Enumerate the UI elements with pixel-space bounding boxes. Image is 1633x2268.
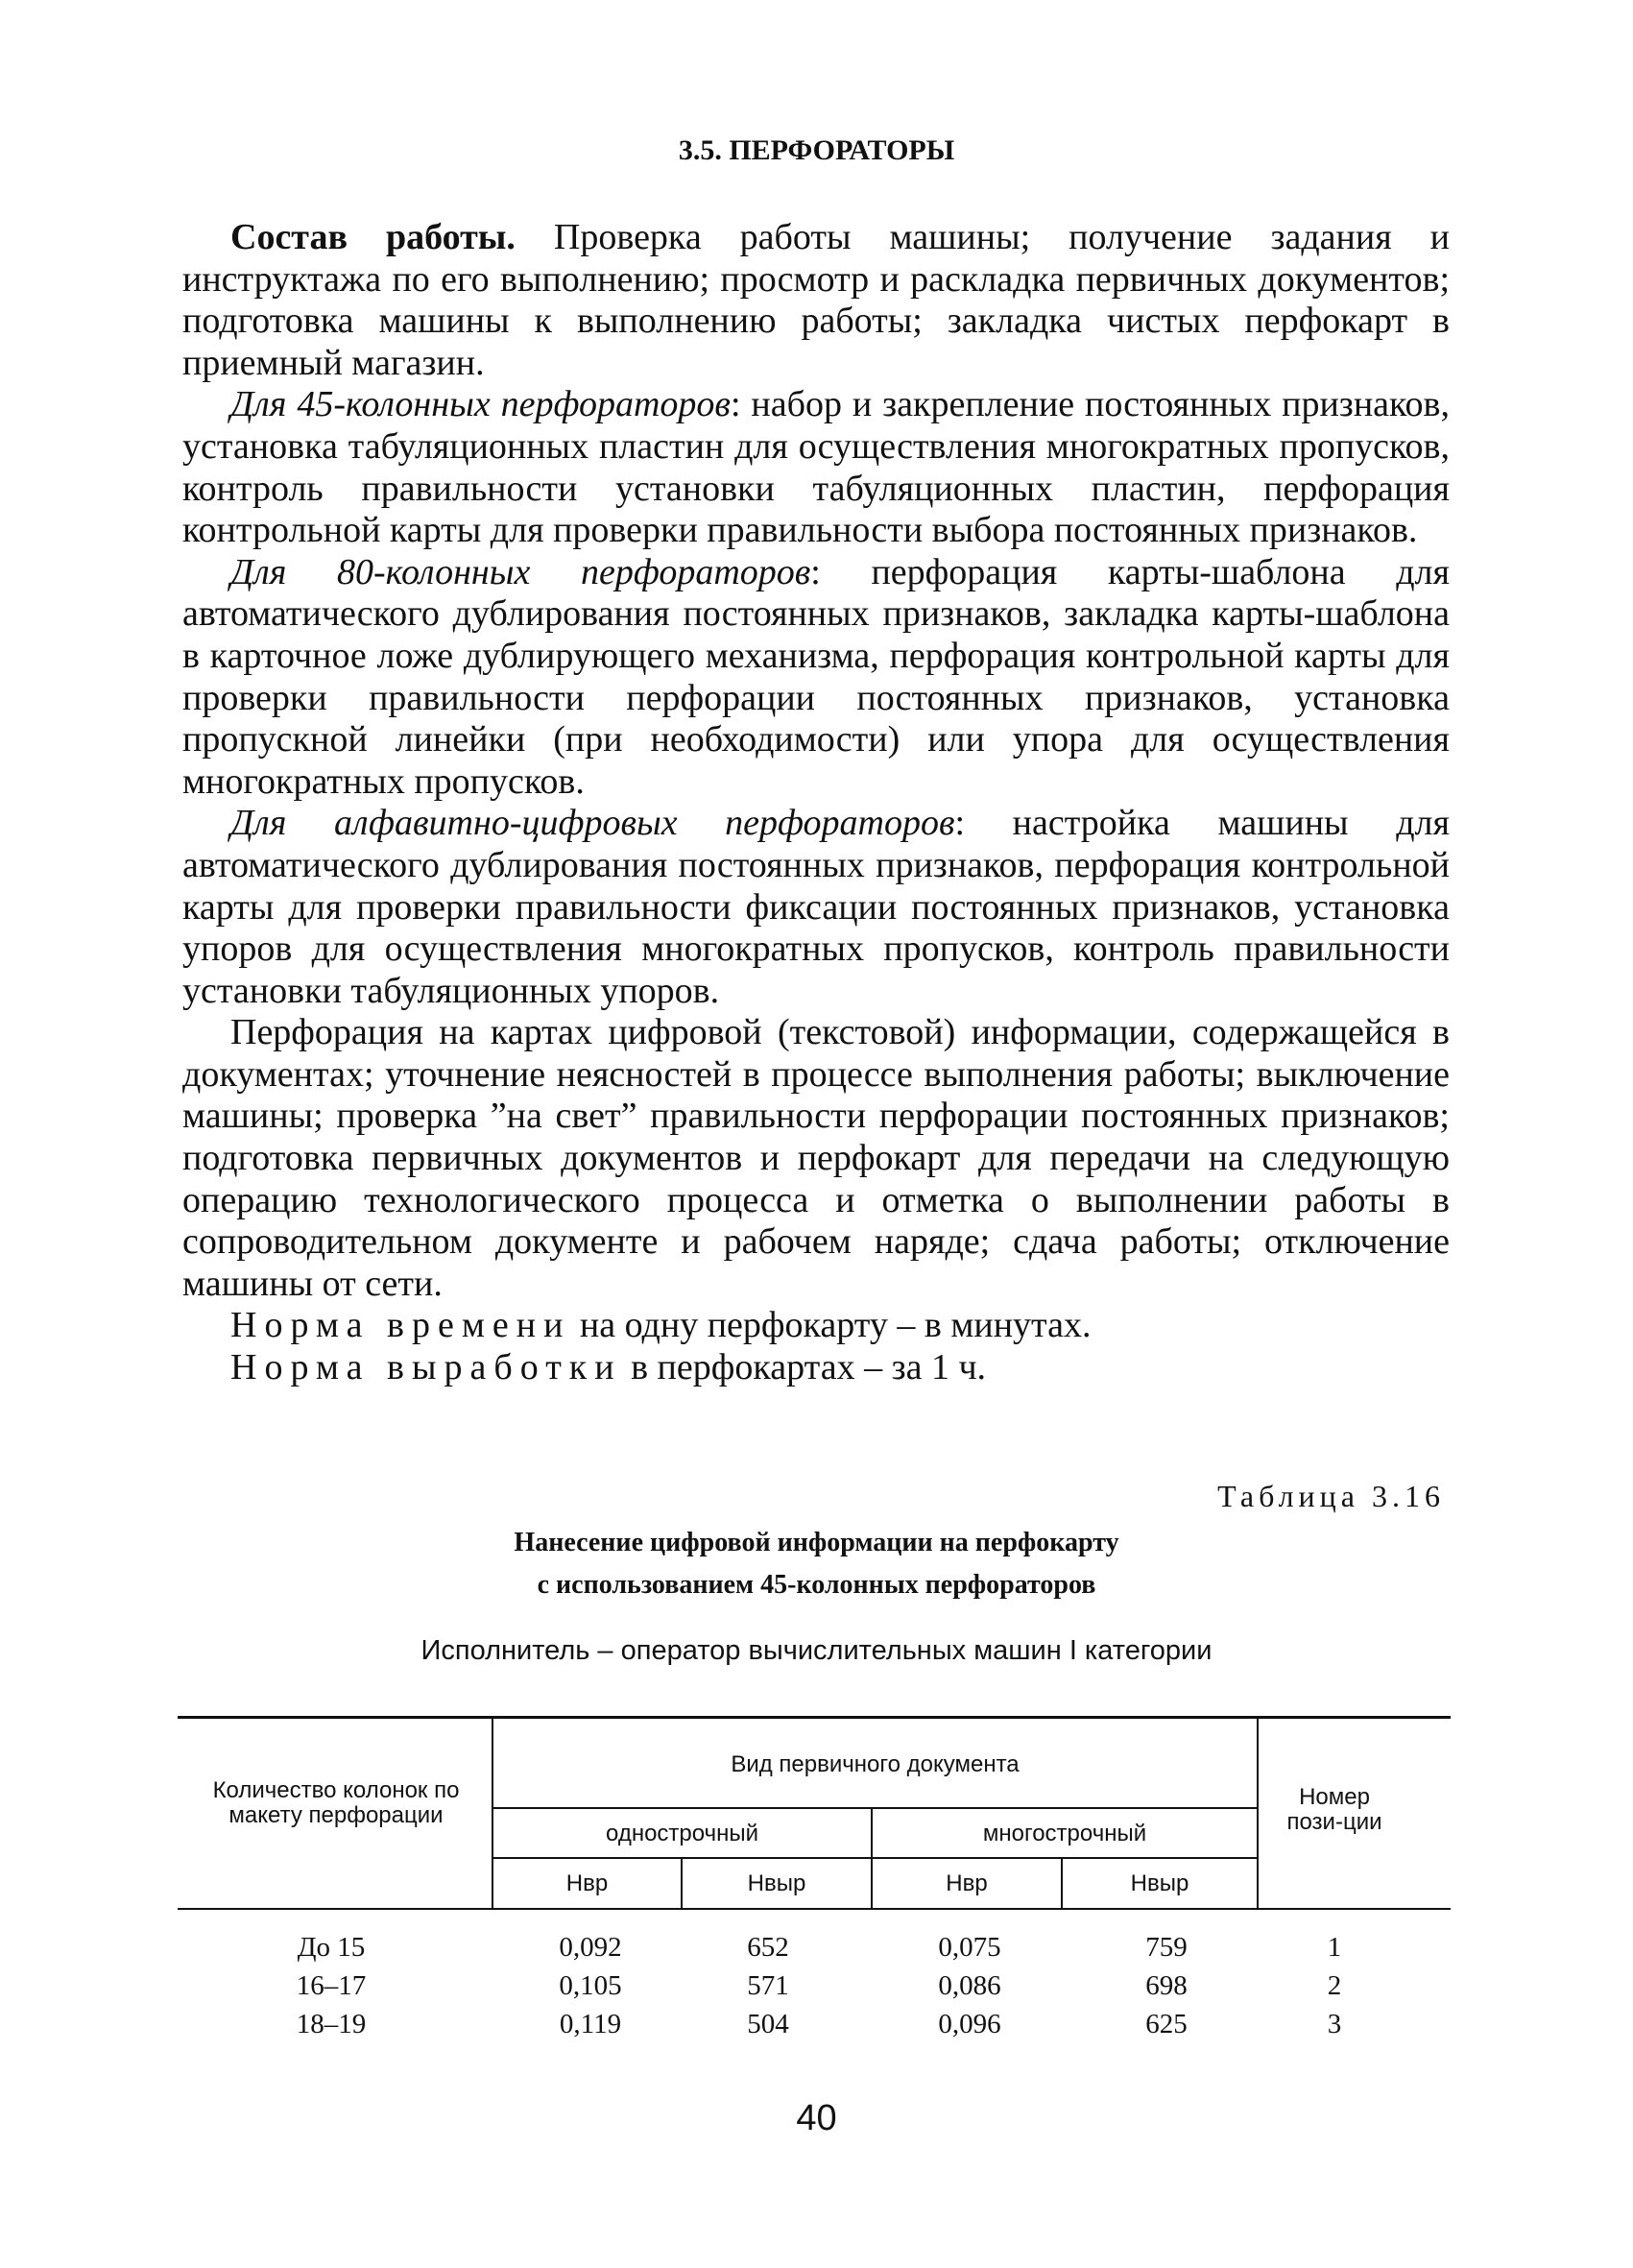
page-number: 40	[796, 2098, 837, 2138]
table-title	[0, 1522, 1633, 1606]
executor-line: Исполнитель – оператор вычислительных машин I категории	[420, 1635, 1213, 1666]
cell-multi-vyr: 698	[1145, 1970, 1188, 2001]
header-multi-line: многострочный	[982, 1821, 1147, 1846]
paragraph-text: : набор и закрепление постоянных признаков, установка табуляционных пластин для осуществления многократных пропусков, контроль правильности установки табуляционных пластин, перфорация контрольной карты для проверки правильности выбора постоянных признаков.	[182, 384, 1450, 551]
norm-time-line	[182, 1305, 1450, 1347]
cell-position: 1	[1327, 1932, 1342, 1963]
cell-columns: 16–17	[296, 1970, 367, 2001]
paragraph-perforation	[182, 1012, 1450, 1305]
cell-multi-vyr: 759	[1145, 1932, 1188, 1963]
paragraph-80-column	[182, 552, 1450, 804]
table-hline	[492, 1857, 1257, 1859]
cell-single-vyr: 504	[747, 2009, 789, 2039]
section-title: 3.5. ПЕРФОРАТОРЫ	[678, 134, 955, 166]
cell-position: 2	[1327, 1970, 1342, 2001]
cell-multi-vyr: 625	[1145, 2009, 1188, 2039]
header-columns-label: Количество колонок по макету перфорации	[212, 1777, 460, 1828]
header-position: Номер пози-ции	[1286, 1784, 1382, 1835]
paragraph-lead: Для 80-колонных перфораторов	[230, 551, 811, 592]
paragraph-text: Перфорация на картах цифровой (текстовой) информации, содержащейся в документах; уточнение неясностей в процессе выполнения работы; выключение машины; проверка ”на свет” правильности перфорации постоянных признаков; подготовка первичных документов и перфокарт для передачи на следующую операцию технологического процесса и отметка о выполнении работы в сопроводительном документе и рабочем наряде; сдача работы; отключение машины от сети.	[182, 1012, 1450, 1304]
paragraph-alphanumeric	[182, 803, 1450, 1012]
header-h-vr: Нвр	[946, 1870, 988, 1896]
norm-output-line	[182, 1347, 1450, 1389]
table-top-rule	[178, 1716, 1451, 1719]
cell-single-vyr: 652	[747, 1932, 789, 1963]
header-h-vr: Нвр	[565, 1870, 609, 1896]
header-h-vyr: Нвыр	[1130, 1870, 1189, 1896]
cell-single-vr: 0,119	[559, 2009, 622, 2039]
table-header-bottom-rule	[178, 1908, 1451, 1910]
cell-position: 3	[1327, 2009, 1342, 2039]
paragraph-text: Проверка работы машины; получение задания и инструктажа по его выполнению; просмотр и раскладка первичных документов; подготовка машины к выполнению работы; закладка чистых перфокарт в приемный магазин.	[182, 217, 1450, 383]
paragraph-lead: Для алфавитно-цифровых перфораторов	[230, 803, 955, 844]
norm-time-text: на одну перфокарту – в минутах.	[570, 1305, 1092, 1346]
paragraph-lead: Состав работы.	[230, 217, 516, 257]
cell-multi-vr: 0,096	[938, 2009, 1001, 2039]
paragraph-45-column	[182, 384, 1450, 551]
paragraph-text: : настройка машины для автоматического дублирования постоянных признаков, перфорация контрольной карты для проверки правильности фиксации постоянных признаков, установка упоров для осуществления многократных пропусков, контроль правильности установки табуляционных упоров.	[182, 803, 1450, 1011]
cell-multi-vr: 0,075	[938, 1932, 1001, 1963]
paragraph-work-composition	[182, 217, 1450, 384]
table-title-line: с использованием 45-колонных перфораторов	[537, 1570, 1096, 1600]
table-title-line: Нанесение цифровой информации на перфокарту	[514, 1528, 1119, 1557]
table-vline	[1257, 1716, 1259, 1909]
cell-columns: 18–19	[296, 2009, 367, 2039]
norm-output-label: Норма выработки	[230, 1347, 622, 1388]
cell-single-vyr: 571	[747, 1970, 789, 2001]
header-doc-type: Вид первичного документа	[731, 1751, 1020, 1777]
header-h-vyr: Нвыр	[747, 1870, 806, 1896]
paragraph-lead: Для 45-колонных перфораторов	[230, 384, 731, 425]
cell-single-vr: 0,092	[559, 1932, 622, 1963]
body-text	[182, 217, 1450, 1389]
norm-output-text: в перфокартах – за 1 ч.	[621, 1347, 987, 1388]
paragraph-text: : перфорация карты-шаблона для автоматического дублирования постоянных признаков, закладка карты-шаблона в карточное ложе дублирующего механизма, перфорация контрольной карты для проверки правильности перфорации постоянных признаков, установка пропускной линейки (при необходимости) или упора для осуществления многократных пропусков.	[182, 551, 1450, 802]
table-number: Таблица 3.16	[1217, 1479, 1445, 1513]
header-single-line: однострочный	[606, 1821, 758, 1846]
cell-single-vr: 0,105	[559, 1970, 622, 2001]
norms-table	[178, 1716, 1451, 2110]
cell-multi-vr: 0,086	[938, 1970, 1001, 2001]
table-hline	[492, 1807, 1257, 1809]
norm-time-label: Норма времени	[230, 1305, 571, 1346]
cell-columns: До 15	[297, 1932, 366, 1963]
